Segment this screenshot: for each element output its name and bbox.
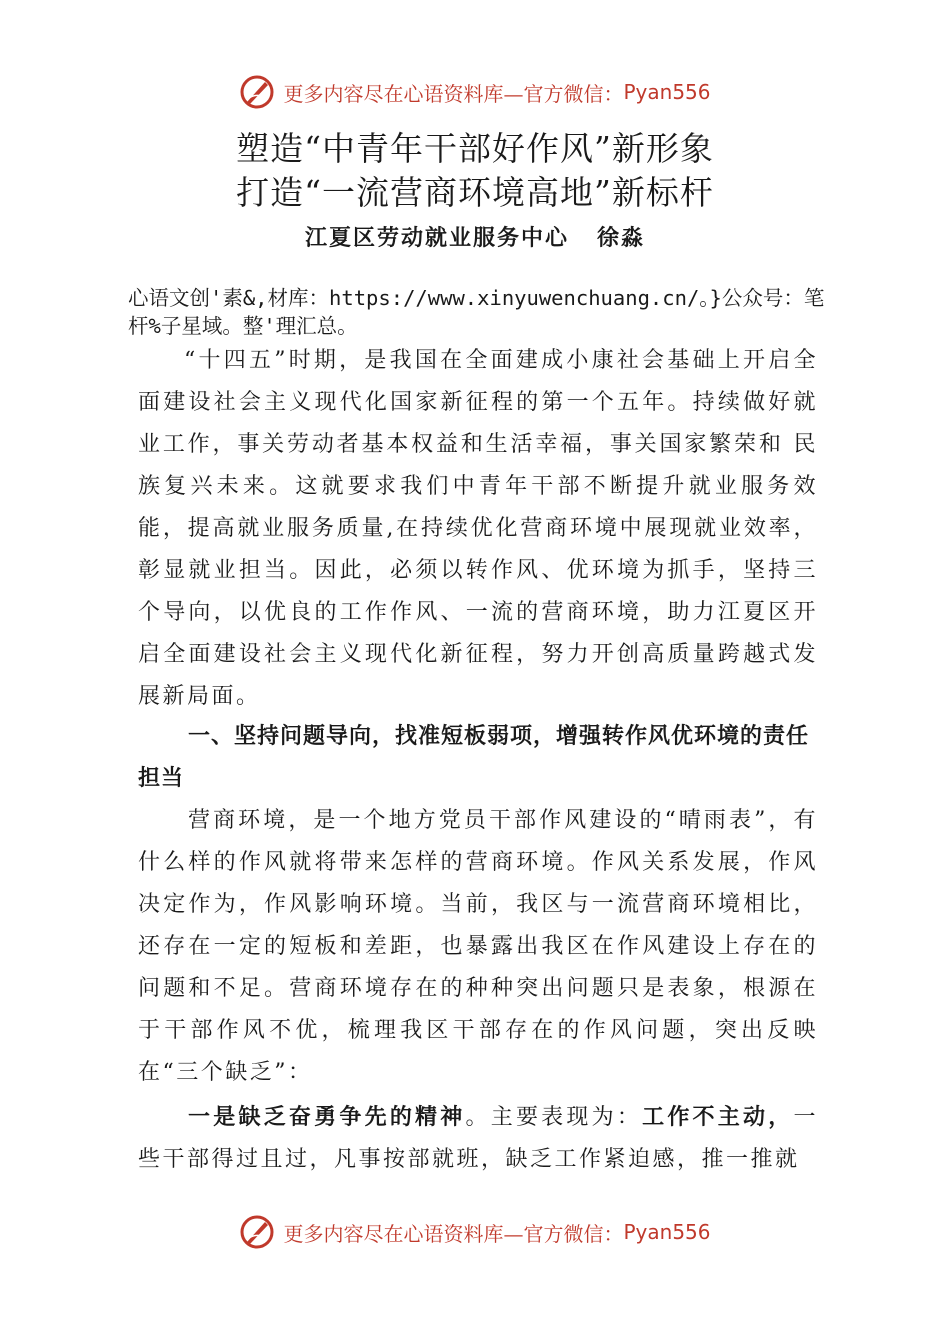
quill-seal-icon <box>239 74 275 110</box>
document-title-line-2: 打造“一流营商环境高地”新标杆 <box>236 173 714 212</box>
point-one-label: 一是缺乏奋勇争先的精神 <box>188 1104 466 1130</box>
author-byline <box>0 220 950 256</box>
footer-banner <box>0 1210 950 1254</box>
author-name: 徐淼 <box>597 225 646 251</box>
section-heading-1: 一、坚持问题导向，找准短板弱项，增强转作风优环境的责任担当 <box>138 724 810 791</box>
section-paragraph-1: 营商环境，是一个地方党员干部作风建设的“晴雨表”，有什么样的作风就将带来怎样的营商环境。作风关系发展，作风决定作为，作风影响环境。当前，我区与一流营商环境相比，还存在一定的短板和差距，也暴露出我区在作风建设上存在的问题和不足。营商环境存在的种种突出问题只是表象，根源在于干部作风不优，梳理我区干部存在的作风问题，突出反映在“三个缺乏”： <box>138 808 818 1085</box>
intro-paragraph: “十四五”时期，是我国在全面建成小康社会基础上开启全面建设社会主义现代化国家新征程的第一个五年。持续做好就业工作，事关劳动者基本权益和生活幸福，事关国家繁荣和 民族复兴未来。这就要求我们中青年干部不断提升就业服务效能，提高就业服务质量,在持续优化营商环境中展现就业效率，彰显就业担当。因此，必须以转作风、优环境为抓手，坚持三个导向，以优良的工作作风、一流的营商环境，助力江夏区开启全面建设社会主义现代化新征程，努力开创高质量跨越式发展新局面。 <box>138 348 818 709</box>
quill-seal-icon <box>239 1214 275 1250</box>
section-paragraph-2 <box>138 1096 818 1181</box>
document-title-line-1: 塑造“中青年干部好作风”新形象 <box>236 129 714 168</box>
wechat-id: Pyan556 <box>623 1220 711 1244</box>
banner-text: 更多内容尽在心语资料库—官方微信： <box>283 81 624 106</box>
point-one-text: 一些干部得过且过，凡事按部就班，缺乏工作紧迫感，推一推就 <box>138 1105 818 1172</box>
header-banner <box>0 70 950 114</box>
point-one-subhead: 工作不主动， <box>642 1104 794 1130</box>
author-organization: 江夏区劳动就业服务中心 <box>304 225 569 251</box>
banner-text: 更多内容尽在心语资料库—官方微信： <box>283 1221 624 1246</box>
source-note: 心语文创'素&,材库：https://www.xinyuwenchuang.cn/。}公众号：笔杆%子星域。整'理汇总。 <box>128 286 825 338</box>
wechat-id: Pyan556 <box>623 80 711 104</box>
point-one-lead: 。主要表现为： <box>465 1105 643 1130</box>
